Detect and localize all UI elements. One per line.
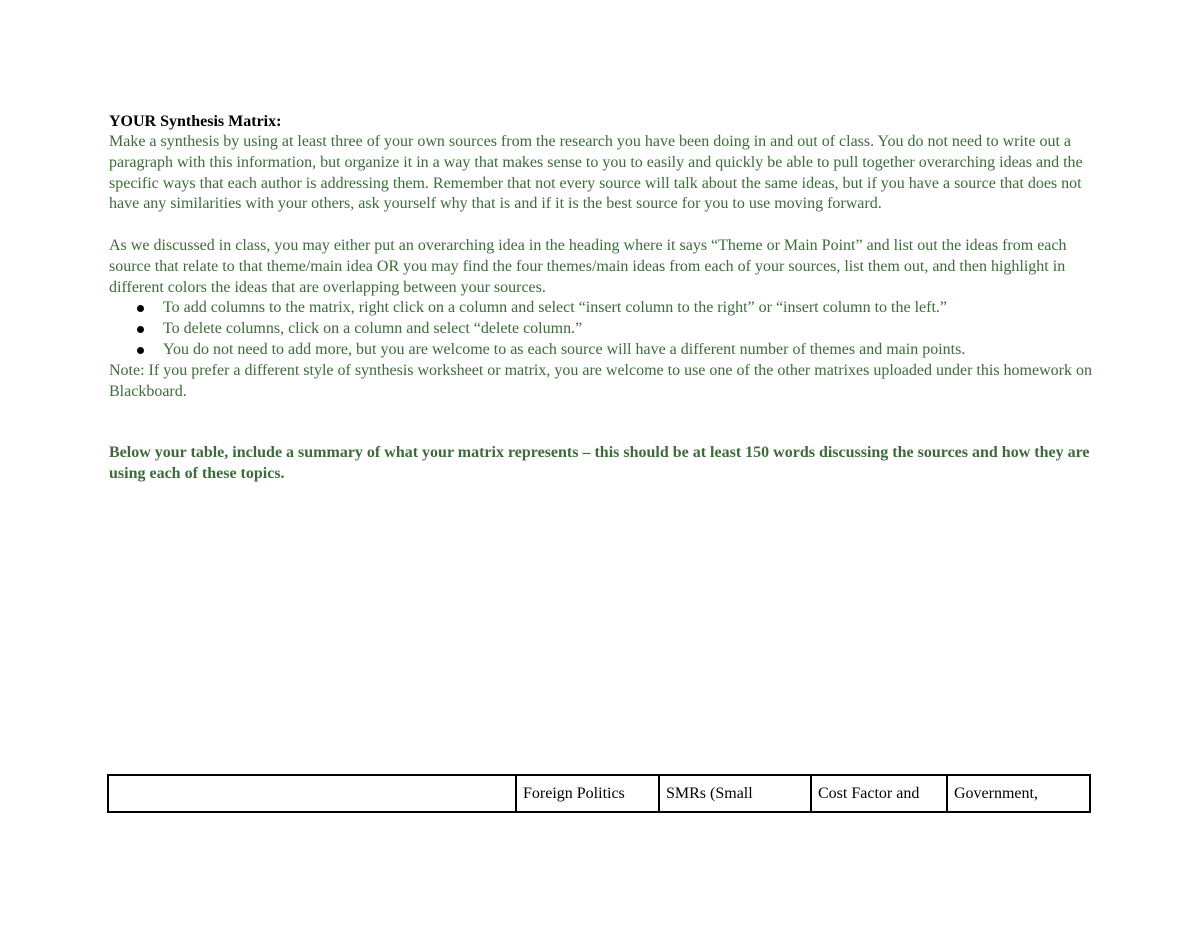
- page-title: YOUR Synthesis Matrix:: [109, 113, 282, 130]
- matrix-corner-cell[interactable]: [108, 775, 516, 812]
- instruction-bullet-list: [109, 298, 1099, 360]
- matrix-header-cell[interactable]: SMRs (Small: [659, 775, 811, 812]
- bullet-icon: [137, 305, 144, 312]
- bullet-icon: [137, 347, 144, 354]
- bullet-text: You do not need to add more, but you are welcome to as each source will have a different number of themes and main points.: [163, 340, 966, 358]
- list-item: [109, 319, 1099, 340]
- list-item: [109, 298, 1099, 319]
- table-row: [108, 775, 1090, 812]
- matrix-header-cell[interactable]: Foreign Politics: [516, 775, 659, 812]
- matrix-header-cell[interactable]: Government,: [947, 775, 1090, 812]
- discussion-paragraph: As we discussed in class, you may either put an overarching idea in the heading where it says “Theme or Main Point” and list out the ideas from each source that relate to that theme/main idea OR you may find the four themes/main ideas from each of your sources, list them out, and then highlight in different colors the ideas that are overlapping between your sources.: [109, 237, 1067, 296]
- list-item: [109, 340, 1099, 361]
- synthesis-matrix-table: [107, 774, 1091, 813]
- bullet-text: To add columns to the matrix, right click on a column and select “insert column to the right” or “insert column to the left.”: [163, 299, 947, 316]
- note-paragraph: Note: If you prefer a different style of synthesis worksheet or matrix, you are welcome to use one of the other matrixes uploaded under this homework on Blackboard.: [109, 362, 1092, 400]
- summary-instruction: Below your table, include a summary of what your matrix represents – this should be at least 150 words discussing the sources and how they are using each of these topics.: [109, 444, 1090, 482]
- instructions-paragraph: Make a synthesis by using at least three of your own sources from the research you have been doing in and out of class. You do not need to write out a paragraph with this information, but organize it in a way that makes sense to you to easily and quickly be able to pull together overarching ideas and the specific ways that each author is addressing them. Remember that not every source will talk about the same ideas, but if you have a source that does not have any similarities with your others, ask yourself why that is and if it is the best source for you to use moving forward.: [109, 133, 1083, 213]
- bullet-icon: [137, 326, 144, 333]
- matrix-header-cell[interactable]: Cost Factor and: [811, 775, 947, 812]
- bullet-text: To delete columns, click on a column and select “delete column.”: [163, 319, 583, 337]
